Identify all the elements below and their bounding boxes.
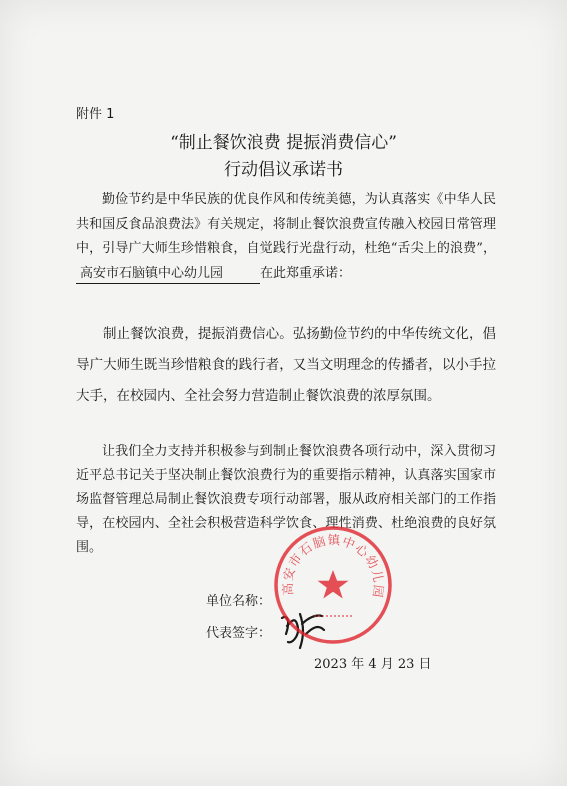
paragraph-1-ending: 在此郑重承诺： <box>260 265 352 281</box>
institution-name-blank: 高安市石脑镇中心幼儿园 <box>76 265 260 284</box>
seal-star-icon <box>318 570 349 599</box>
paragraph-1-text: 勤俭节约是中华民族的优良作风和传统美德，为认真落实《中华人民共和国反食品浪费法》有关规定，将制止餐饮浪费宣传融入校园日常管理中，引导广大师生珍惜粮食，自觉践行光盘行动，杜绝“舌尖上的浪费”， <box>76 192 496 256</box>
title-line-2: 行动倡议承诺书 <box>224 160 343 180</box>
seal-text: 高安市石脑镇中心幼儿园 <box>279 532 387 600</box>
paragraph-1 <box>76 188 496 286</box>
representative-signature-label: 代表签字： <box>206 626 272 641</box>
title-line-1: “制止餐饮浪费 提振消费信心” <box>170 133 397 153</box>
official-seal-stamp <box>272 524 394 646</box>
unit-name-label: 单位名称： <box>206 594 272 609</box>
signing-date: 2023 年 4 月 23 日 <box>314 657 432 672</box>
paragraph-3: 让我们全力支持并积极参与到制止餐饮浪费各项行动中，深入贯彻习近平总书记关于坚决制止餐饮浪费行为的重要指示精神，认真落实国家市场监督管理总局制止餐饮浪费专项行动部署，服从政府相关部门的工作指导，在校园内、全社会积极营造科学饮食、理性消费、杜绝浪费的良好氛围。 <box>76 444 496 555</box>
paragraph-2: 制止餐饮浪费，提振消费信心。弘扬勤俭节约的中华传统文化，倡导广大师生既当珍惜粮食的践行者，又当文明理念的传播者，以小手拉大手，在校园内、全社会努力营造制止餐饮浪费的浓厚氛围。 <box>76 326 496 404</box>
attachment-label: 附件 1 <box>76 107 115 122</box>
